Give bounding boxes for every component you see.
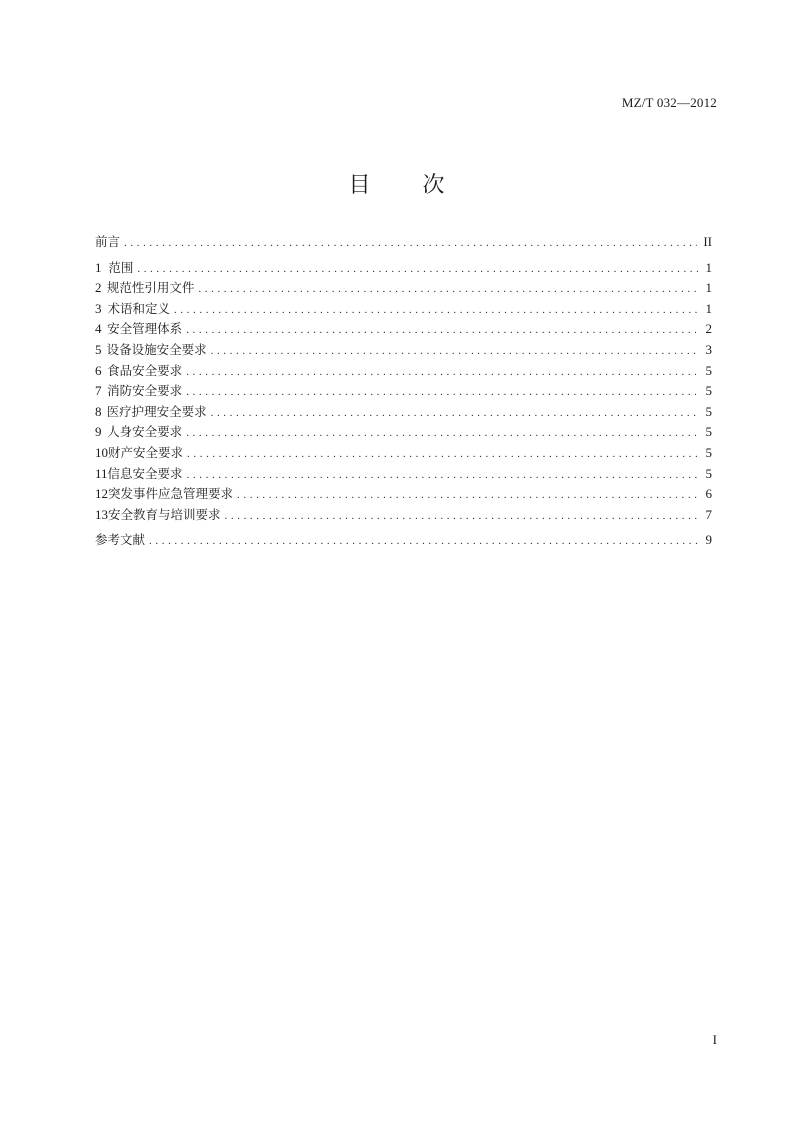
toc-entry[interactable] — [95, 319, 712, 340]
toc-entry-text: 设备设施安全要求 — [106, 341, 207, 357]
toc-entry[interactable] — [95, 422, 712, 443]
toc-entry-text: 食品安全要求 — [107, 362, 183, 378]
toc-entry-page: 5 — [705, 403, 712, 419]
toc-entry-page: II — [703, 234, 712, 249]
toc-entry-page: 5 — [705, 465, 712, 481]
toc-entry-number: 2 — [95, 280, 102, 296]
toc-entry-number: 1 — [95, 259, 102, 275]
toc-entry[interactable] — [95, 505, 712, 526]
toc-leader-dots — [198, 279, 698, 300]
toc-entry-text: 信息安全要求 — [107, 465, 183, 481]
toc-entry-text: 规范性引用文件 — [106, 280, 195, 296]
toc-leader-dots — [237, 485, 698, 506]
toc-entry-number: 12 — [95, 486, 108, 502]
toc-leader-dots — [187, 465, 698, 486]
toc-entry-page: 6 — [705, 486, 712, 502]
toc-entry-foreword[interactable] — [95, 232, 712, 253]
toc-entry[interactable] — [95, 299, 712, 320]
toc-entry-number: 9 — [95, 424, 102, 440]
toc-entry[interactable] — [95, 340, 712, 361]
toc-entry-page: 1 — [705, 300, 712, 316]
toc-leader-dots — [149, 531, 698, 552]
toc-entry-references[interactable] — [95, 530, 712, 551]
toc-entry-text: 安全管理体系 — [107, 321, 183, 337]
toc-entry-page: 5 — [705, 444, 712, 460]
toc-entry[interactable] — [95, 381, 712, 402]
toc-entry-text: 范围 — [108, 259, 134, 275]
toc-entry-number: 11 — [95, 465, 108, 481]
page-title: 目次 — [348, 173, 497, 198]
toc-entry[interactable] — [95, 464, 712, 485]
toc-leader-dots — [225, 506, 698, 527]
toc-entry-page: 5 — [705, 424, 712, 440]
toc-entry-text: 财产安全要求 — [108, 444, 184, 460]
toc-entry-number: 3 — [95, 300, 102, 316]
table-of-contents — [95, 232, 712, 551]
toc-entry-text: 人身安全要求 — [107, 424, 183, 440]
toc-leader-dots — [211, 403, 698, 424]
toc-entry-number: 10 — [95, 444, 108, 460]
toc-leader-dots — [186, 362, 698, 383]
toc-entry[interactable] — [95, 443, 712, 464]
toc-entry-text: 消防安全要求 — [107, 383, 183, 399]
toc-entry-number: 6 — [95, 362, 102, 378]
toc-leader-dots — [186, 423, 698, 444]
toc-leader-dots — [186, 320, 698, 341]
toc-entry-text: 突发事件应急管理要求 — [108, 486, 234, 502]
toc-entry-page: 5 — [705, 383, 712, 399]
toc-entry-text: 医疗护理安全要求 — [106, 403, 207, 419]
toc-entry-page: 3 — [705, 341, 712, 357]
toc-entry-page: 1 — [705, 280, 712, 296]
toc-leader-dots — [186, 382, 698, 403]
standard-code: MZ/T 032—2012 — [621, 95, 717, 110]
toc-entry-page: 2 — [705, 321, 712, 337]
toc-entry[interactable] — [95, 258, 712, 279]
toc-entry-page: 7 — [705, 506, 712, 522]
toc-leader-dots — [211, 341, 698, 362]
toc-entry-number: 4 — [95, 321, 102, 337]
toc-entry-text: 安全教育与培训要求 — [108, 506, 221, 522]
toc-entry[interactable] — [95, 278, 712, 299]
toc-entry-text: 术语和定义 — [107, 300, 170, 316]
toc-entry-text: 参考文献 — [95, 532, 146, 548]
toc-entry-page: 1 — [705, 259, 712, 275]
toc-leader-dots — [187, 444, 698, 465]
toc-entry-number: 13 — [95, 506, 108, 522]
toc-entry-text: 前言 — [95, 234, 121, 249]
toc-entry-page: 5 — [705, 362, 712, 378]
toc-leader-dots — [124, 233, 697, 254]
page-number: I — [712, 1032, 717, 1047]
toc-entry-number: 7 — [95, 383, 102, 399]
toc-entry-number: 8 — [95, 403, 102, 419]
toc-entry[interactable] — [95, 402, 712, 423]
toc-entry-page: 9 — [705, 532, 712, 548]
toc-entry-number: 5 — [95, 341, 102, 357]
toc-entry[interactable] — [95, 484, 712, 505]
toc-leader-dots — [137, 259, 698, 280]
toc-entry[interactable] — [95, 361, 712, 382]
toc-leader-dots — [174, 300, 698, 321]
